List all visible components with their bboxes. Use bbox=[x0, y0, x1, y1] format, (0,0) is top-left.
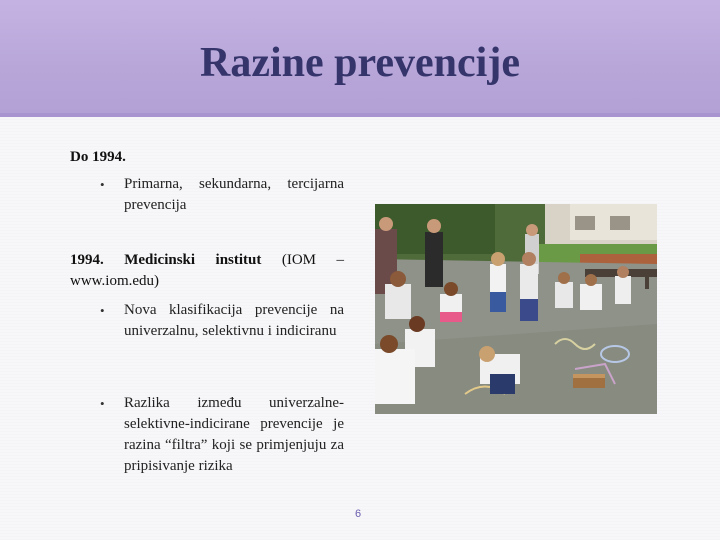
heading-iom-bold: 1994. Medicinski institut bbox=[70, 252, 262, 268]
page-number: 6 bbox=[355, 508, 362, 520]
bullet-razlika: Razlika između univerzalne-selektivne-indicirane prevencije je razina “filtra” koji se primjenjuju za pripisivanje rizika bbox=[124, 395, 344, 474]
section-heading-do-1994: Do 1994. bbox=[70, 149, 126, 165]
bullet-nova-klasifikacija: Nova klasifikacija prevencije na univerzalnu, selektivnu i indiciranu bbox=[124, 302, 344, 339]
slide-title: Razine prevencije bbox=[200, 40, 520, 86]
bullet-primarna: Primarna, sekundarna, tercijarna prevencija bbox=[124, 176, 344, 213]
heading-iom-rest: (IOM – www.iom.edu) bbox=[70, 252, 344, 289]
bullet-marker: • bbox=[100, 177, 105, 192]
photo-illustration bbox=[375, 204, 657, 414]
bullet-marker: • bbox=[100, 396, 105, 411]
children-chalk-photo bbox=[375, 204, 657, 414]
section-heading-iom bbox=[70, 250, 344, 292]
bullet-marker: • bbox=[100, 303, 105, 318]
